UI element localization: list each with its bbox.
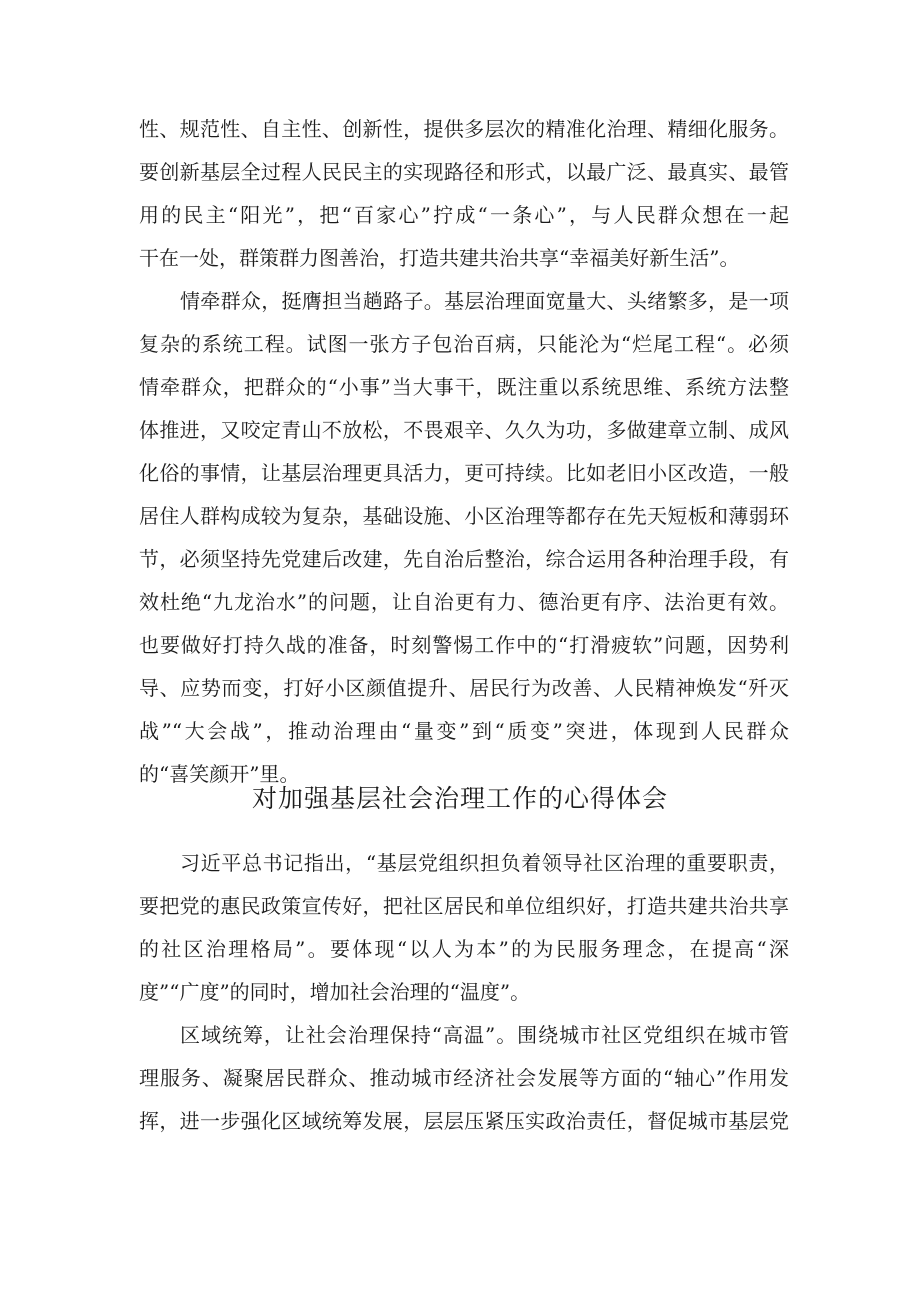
text-line: 战”“大会战”，推动治理由“量变”到“质变”突进，体现到人民群众 <box>139 719 789 743</box>
text-line: 要把党的惠民政策宣传好，把社区居民和单位组织好，打造共建共治共享 <box>139 894 789 918</box>
text-line: 化俗的事情，让基层治理更具活力，更可持续。比如老旧小区改造，一般 <box>139 461 789 485</box>
text-line: 的“喜笑颜开”里。 <box>139 762 300 786</box>
text-line: 效杜绝“九龙治水”的问题，让自治更有力、德治更有序、法治更有效。 <box>139 590 789 614</box>
text-line: 也要做好打持久战的准备，时刻警惕工作中的“打滑疲软”问题，因势利 <box>139 633 789 657</box>
text-line: 复杂的系统工程。试图一张方子包治百病，只能沦为“烂尾工程“。必须 <box>139 332 789 356</box>
text-line: 习近平总书记指出，“基层党组织担负着领导社区治理的重要职责， <box>180 851 789 875</box>
text-line: 导、应势而变，打好小区颜值提升、居民行为改善、人民精神焕发“歼灭 <box>139 676 789 700</box>
text-line: 理服务、凝聚居民群众、推动城市经济社会发展等方面的“轴心”作用发 <box>139 1066 789 1090</box>
document-title: 对加强基层社会治理工作的心得体会 <box>251 784 668 813</box>
text-line: 居住人群构成较为复杂，基础设施、小区治理等都存在先天短板和薄弱环 <box>139 504 789 528</box>
text-line: 情牵群众，把群众的“小事”当大事干，既注重以系统思维、系统方法整 <box>139 375 789 399</box>
text-line: 情牵群众，挺膺担当趟路子。基层治理面宽量大、头绪繁多，是一项 <box>180 289 789 313</box>
text-line: 体推进，又咬定青山不放松，不畏艰辛、久久为功，多做建章立制、成风 <box>139 418 789 442</box>
text-line: 性、规范性、自主性、创新性，提供多层次的精准化治理、精细化服务。 <box>139 117 789 141</box>
text-line: 挥，进一步强化区域统筹发展，层层压紧压实政治责任，督促城市基层党 <box>139 1109 789 1133</box>
text-line: 的社区治理格局”。要体现“以人为本”的为民服务理念，在提高“深 <box>139 937 789 961</box>
text-line: 用的民主“阳光”，把“百家心”拧成“一条心”，与人民群众想在一起 <box>139 203 789 227</box>
text-line: 度”“广度”的同时，增加社会治理的“温度”。 <box>139 980 531 1004</box>
text-line: 要创新基层全过程人民民主的实现路径和形式，以最广泛、最真实、最管 <box>139 160 789 184</box>
text-line: 干在一处，群策群力图善治，打造共建共治共享“幸福美好新生活”。 <box>139 246 740 270</box>
text-line: 节，必须坚持先党建后改建，先自治后整治，综合运用各种治理手段，有 <box>139 547 789 571</box>
text-line: 区域统筹，让社会治理保持“高温”。围绕城市社区党组织在城市管 <box>180 1023 789 1047</box>
